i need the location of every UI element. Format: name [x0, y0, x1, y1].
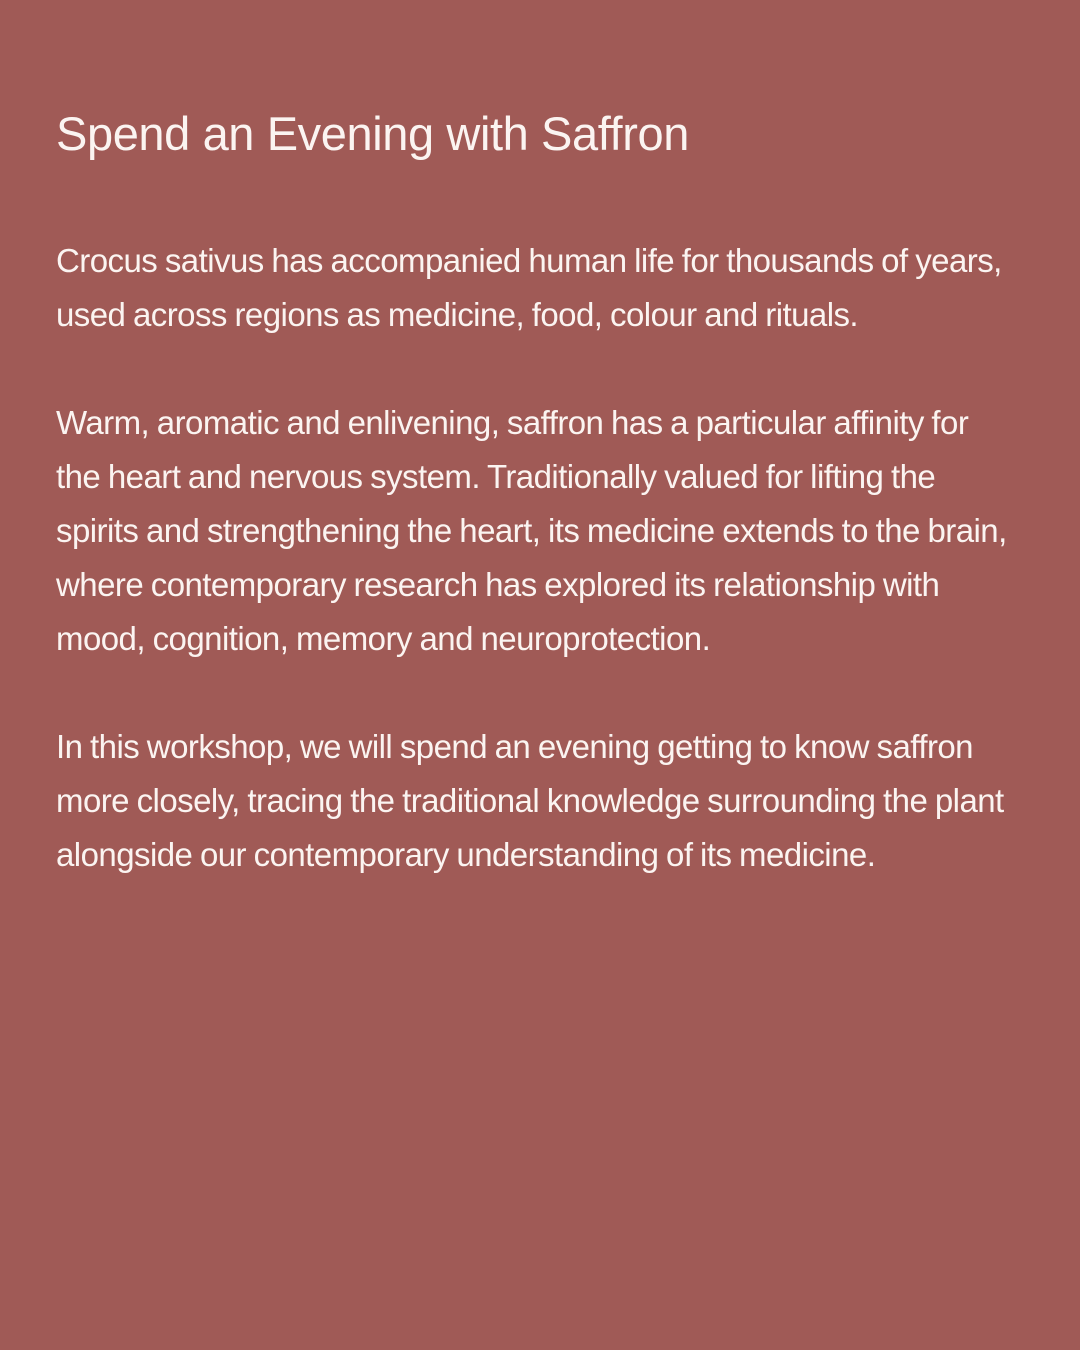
paragraph-workshop: In this workshop, we will spend an evening getting to know saffron more closely, tracing the traditional knowledge surrounding the plant alongside our contemporary understanding of its medicine. [56, 728, 1004, 873]
paragraph-description: Warm, aromatic and enlivening, saffron has a particular affinity for the heart and nervous system. Traditionally valued for lifting the spirits and strengthening the heart, its medicine extends to the brain, where contemporary research has explored its relationship with mood, cognition, memory and neuroprotection. [56, 404, 1007, 657]
paragraph-intro: Crocus sativus has accompanied human life for thousands of years, used across regions as medicine, food, colour and rituals. [56, 242, 1002, 333]
page-title: Spend an Evening with Saffron [56, 107, 689, 160]
body-content [56, 234, 1020, 882]
